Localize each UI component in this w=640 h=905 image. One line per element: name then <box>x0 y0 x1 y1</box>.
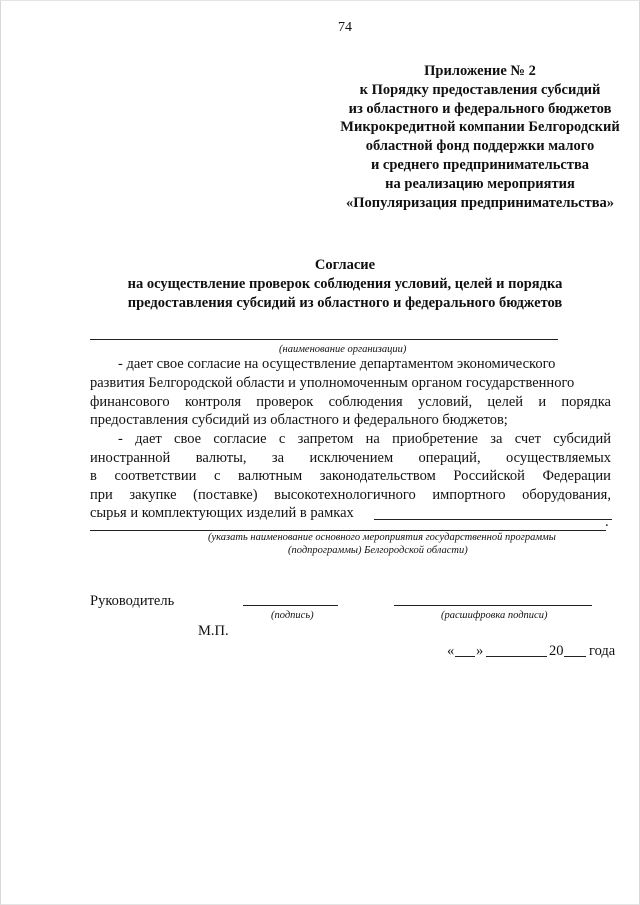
program-caption: (указать наименование основного мероприятия государственной программы <box>208 532 556 543</box>
word: осуществляемых <box>505 450 611 466</box>
date-year-suffix: года <box>589 643 616 659</box>
word: согласие <box>213 431 267 447</box>
paragraph2-line <box>90 487 611 504</box>
date-close-quote: » <box>476 643 484 659</box>
appendix-line: из областного и федерального бюджетов <box>348 100 612 117</box>
signature-field[interactable] <box>243 605 338 606</box>
word: на <box>365 431 380 447</box>
word: закупке <box>129 487 177 503</box>
word: Федерации <box>542 468 611 484</box>
appendix-line: к Порядку предоставления субсидий <box>359 81 601 98</box>
word: финансового <box>90 394 170 410</box>
signature-caption: (подпись) <box>271 610 314 621</box>
date-open-quote: « <box>447 643 455 659</box>
title-line: на осуществление проверок соблюдения условий, целей и порядка <box>127 276 563 292</box>
date-month-field[interactable] <box>486 656 547 657</box>
period: . <box>605 514 609 530</box>
word: при <box>90 487 113 503</box>
appendix-line: областной фонд поддержки малого <box>365 138 595 155</box>
stamp-label: М.П. <box>198 623 229 639</box>
paragraph1-line: предоставления субсидий из областного и федерального бюджетов; <box>90 412 508 428</box>
word: порядка <box>561 394 611 410</box>
word: за <box>271 450 285 466</box>
word: - <box>118 431 123 447</box>
word: иностранной <box>90 450 171 466</box>
word: контроля <box>184 394 241 410</box>
head-label: Руководитель <box>90 593 175 609</box>
word: импортного <box>432 487 506 503</box>
organization-name-field[interactable] <box>90 339 558 340</box>
word: с <box>213 468 221 484</box>
word: запретом <box>297 431 354 447</box>
word: соблюдения <box>328 394 403 410</box>
word: и <box>538 394 547 410</box>
word: соответствии <box>114 468 197 484</box>
page-number: 74 <box>338 20 352 35</box>
word: проверок <box>256 394 314 410</box>
date-day-field[interactable] <box>455 656 475 657</box>
program-name-field-continuation[interactable] <box>90 530 606 531</box>
word: законодательством <box>319 468 436 484</box>
word: в <box>90 468 97 484</box>
appendix-line: и среднего предпринимательства <box>370 156 590 173</box>
signature-decode-field[interactable] <box>394 605 592 606</box>
word: счет <box>514 431 541 447</box>
word: Российской <box>453 468 525 484</box>
program-caption: (подпрограммы) Белгородской области) <box>288 545 468 556</box>
program-name-field[interactable] <box>374 519 612 520</box>
date-year-prefix: 20 <box>549 643 564 659</box>
appendix-header <box>260 62 640 212</box>
word: приобретение <box>392 431 478 447</box>
organization-caption: (наименование организации) <box>279 344 407 355</box>
word: условий, <box>417 394 473 410</box>
appendix-line: Приложение № 2 <box>424 63 536 79</box>
word: оборудования, <box>522 487 611 503</box>
word: с <box>278 431 286 447</box>
word: за <box>490 431 503 447</box>
paragraph1-line <box>90 394 611 411</box>
word: операций, <box>418 450 481 466</box>
word: валютным <box>238 468 303 484</box>
word: (поставке) <box>193 487 258 503</box>
paragraph1-line: - дает свое согласие на осуществление департаментом экономического <box>118 356 556 372</box>
paragraph1-line: развития Белгородской области и уполномоченным органом государственного <box>90 375 575 391</box>
paragraph2-line <box>90 450 611 467</box>
paragraph2-line <box>118 431 611 448</box>
word: дает <box>135 431 162 447</box>
word: свое <box>174 431 202 447</box>
signature-decode-caption: (расшифровка подписи) <box>441 610 548 621</box>
title-line: предоставления субсидий из областного и федерального бюджетов <box>127 295 563 311</box>
date-year-field[interactable] <box>564 656 586 657</box>
title-heading: Согласие <box>314 257 376 273</box>
paragraph2-line: сырья и комплектующих изделий в рамках <box>90 505 354 521</box>
document-title <box>0 256 640 313</box>
word: исключением <box>309 450 394 466</box>
appendix-line: Микрокредитной компании Белгородский <box>340 119 620 136</box>
appendix-line: «Популяризация предпринимательства» <box>345 194 615 211</box>
word: валюты, <box>195 450 247 466</box>
word: высокотехнологичного <box>274 487 416 503</box>
appendix-line: на реализацию мероприятия <box>385 175 575 192</box>
word: субсидий <box>553 431 611 447</box>
paragraph2-line <box>90 468 611 485</box>
word: целей <box>487 394 524 410</box>
